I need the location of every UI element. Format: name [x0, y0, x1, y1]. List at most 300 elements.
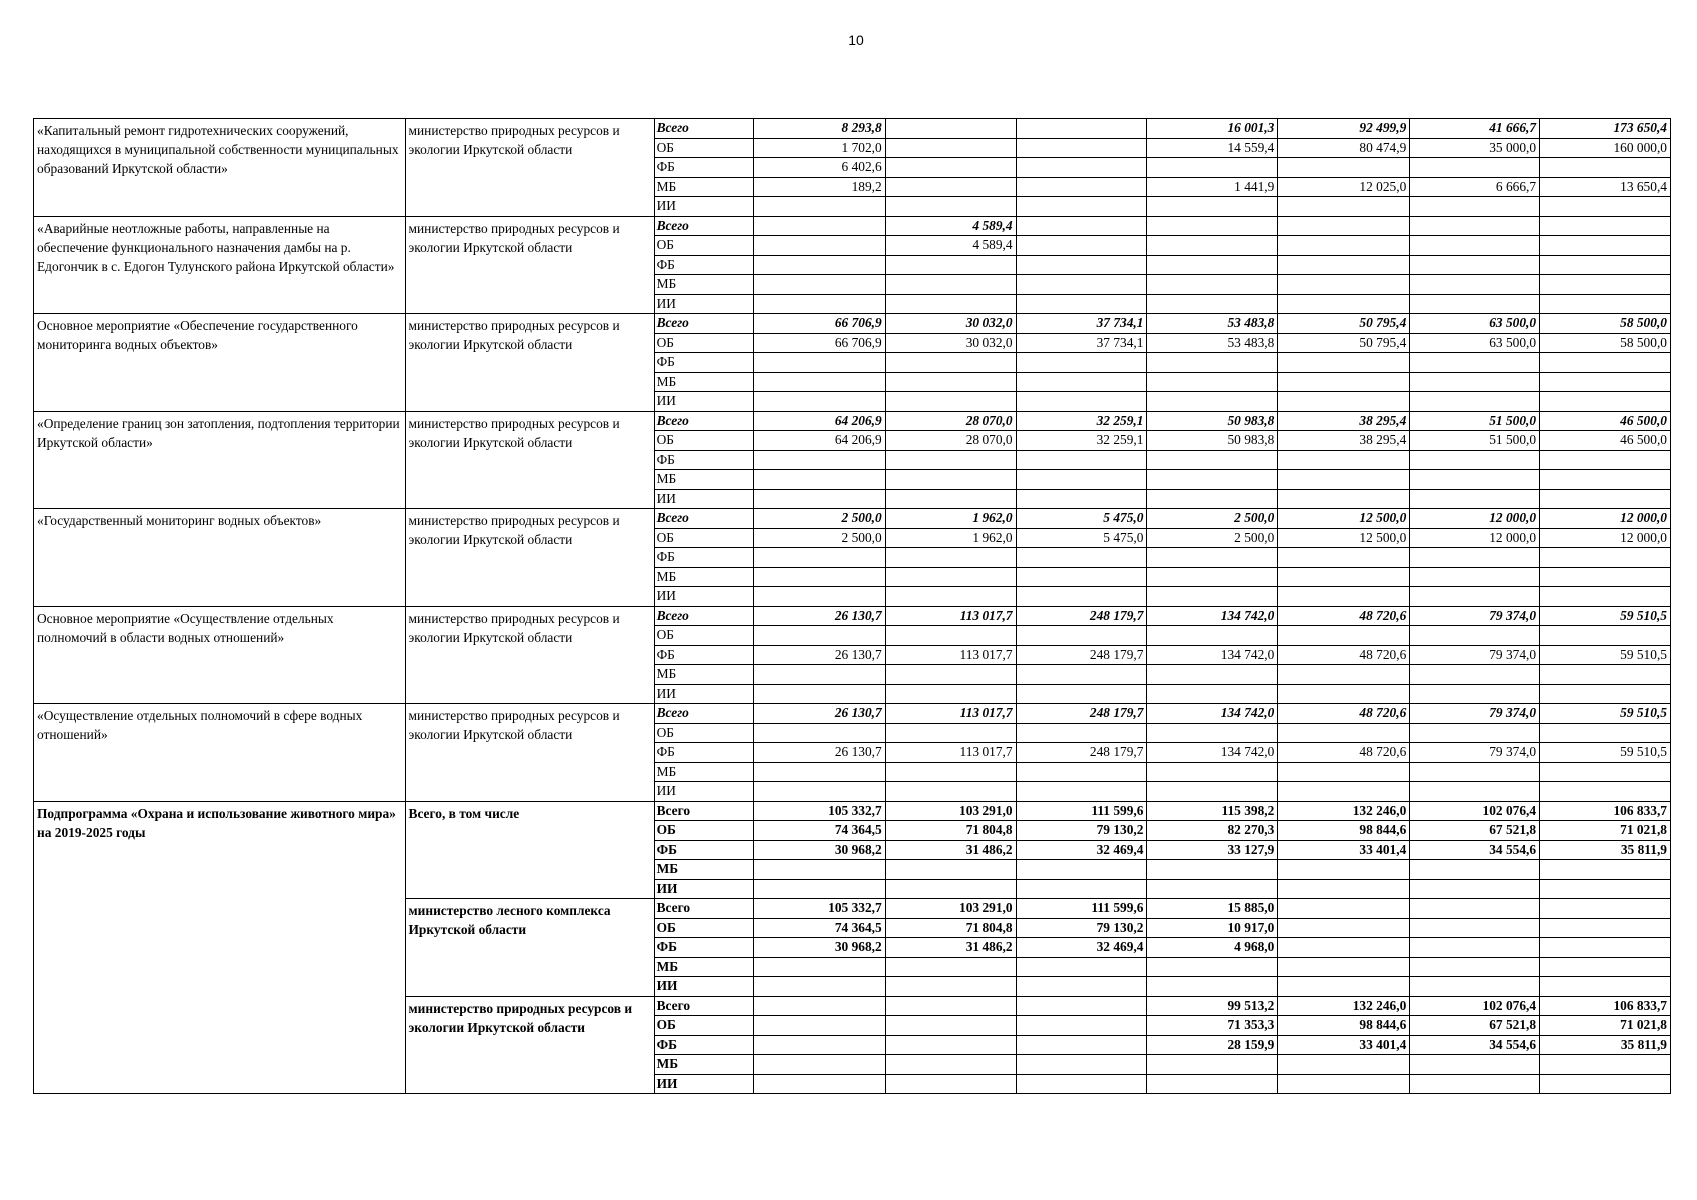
amount-cell	[885, 470, 1016, 490]
amount-cell	[885, 158, 1016, 178]
amount-cell	[1410, 1055, 1540, 1075]
executor-name: Всего, в том числе	[405, 801, 654, 899]
amount-cell: 132 246,0	[1278, 996, 1410, 1016]
amount-cell: 37 734,1	[1016, 333, 1147, 353]
amount-cell	[1410, 626, 1540, 646]
amount-cell	[753, 392, 885, 412]
amount-cell	[1540, 626, 1671, 646]
amount-cell	[1278, 275, 1410, 295]
amount-cell: 248 179,7	[1016, 743, 1147, 763]
amount-cell	[885, 255, 1016, 275]
amount-cell	[885, 762, 1016, 782]
amount-cell: 31 486,2	[885, 938, 1016, 958]
amount-cell	[885, 392, 1016, 412]
amount-cell: 51 500,0	[1410, 431, 1540, 451]
amount-cell	[1147, 294, 1278, 314]
amount-cell	[1016, 294, 1147, 314]
amount-cell	[1147, 1055, 1278, 1075]
amount-cell: 41 666,7	[1410, 119, 1540, 139]
amount-cell	[753, 372, 885, 392]
amount-cell	[1410, 548, 1540, 568]
amount-cell: 33 401,4	[1278, 840, 1410, 860]
activity-name: «Государственный мониторинг водных объектов»	[34, 509, 406, 607]
amount-cell: 6 402,6	[753, 158, 885, 178]
funding-source: ИИ	[654, 1074, 753, 1094]
amount-cell	[1410, 977, 1540, 997]
amount-cell: 99 513,2	[1147, 996, 1278, 1016]
amount-cell	[885, 275, 1016, 295]
amount-cell	[1016, 119, 1147, 139]
amount-cell	[1016, 684, 1147, 704]
funding-source: ИИ	[654, 977, 753, 997]
amount-cell	[885, 489, 1016, 509]
amount-cell	[1147, 255, 1278, 275]
amount-cell	[1016, 567, 1147, 587]
amount-cell	[753, 723, 885, 743]
funding-source: ИИ	[654, 879, 753, 899]
amount-cell	[1147, 197, 1278, 217]
amount-cell	[1540, 255, 1671, 275]
amount-cell	[1147, 216, 1278, 236]
amount-cell	[753, 626, 885, 646]
amount-cell: 32 259,1	[1016, 431, 1147, 451]
amount-cell: 4 968,0	[1147, 938, 1278, 958]
activity-name: «Аварийные неотложные работы, направленные на обеспечение функционального назначения дамбы на р. Едогончик в с. Едогон Тулунского района Иркутской области»	[34, 216, 406, 314]
amount-cell: 134 742,0	[1147, 743, 1278, 763]
funding-source: МБ	[654, 470, 753, 490]
amount-cell	[1016, 236, 1147, 256]
funding-source: Всего	[654, 801, 753, 821]
funding-source: ОБ	[654, 821, 753, 841]
funding-source: ОБ	[654, 626, 753, 646]
amount-cell: 53 483,8	[1147, 314, 1278, 334]
amount-cell	[753, 684, 885, 704]
executor-name: министерство лесного комплекса Иркутской области	[405, 899, 654, 997]
amount-cell	[1410, 879, 1540, 899]
amount-cell: 71 804,8	[885, 821, 1016, 841]
amount-cell: 26 130,7	[753, 743, 885, 763]
amount-cell: 26 130,7	[753, 606, 885, 626]
funding-source: ОБ	[654, 1016, 753, 1036]
amount-cell	[1016, 489, 1147, 509]
executor-name: министерство природных ресурсов и экологии Иркутской области	[405, 996, 654, 1094]
funding-source: ОБ	[654, 333, 753, 353]
amount-cell	[753, 762, 885, 782]
amount-cell	[1278, 1055, 1410, 1075]
amount-cell	[1410, 158, 1540, 178]
amount-cell: 71 353,3	[1147, 1016, 1278, 1036]
amount-cell	[1540, 918, 1671, 938]
amount-cell	[885, 372, 1016, 392]
amount-cell: 16 001,3	[1147, 119, 1278, 139]
amount-cell	[1540, 548, 1671, 568]
amount-cell	[1540, 1074, 1671, 1094]
amount-cell	[1278, 470, 1410, 490]
amount-cell: 79 374,0	[1410, 606, 1540, 626]
amount-cell	[753, 294, 885, 314]
amount-cell	[1147, 879, 1278, 899]
amount-cell: 74 364,5	[753, 918, 885, 938]
amount-cell	[1278, 957, 1410, 977]
amount-cell	[885, 197, 1016, 217]
amount-cell	[1540, 899, 1671, 919]
amount-cell: 106 833,7	[1540, 996, 1671, 1016]
amount-cell	[1147, 392, 1278, 412]
amount-cell	[1016, 879, 1147, 899]
funding-source: ФБ	[654, 743, 753, 763]
amount-cell	[753, 548, 885, 568]
amount-cell: 67 521,8	[1410, 1016, 1540, 1036]
executor-name: министерство природных ресурсов и экологии Иркутской области	[405, 411, 654, 509]
amount-cell: 4 589,4	[885, 236, 1016, 256]
executor-name: министерство природных ресурсов и экологии Иркутской области	[405, 704, 654, 802]
amount-cell: 59 510,5	[1540, 704, 1671, 724]
amount-cell: 74 364,5	[753, 821, 885, 841]
amount-cell	[1016, 158, 1147, 178]
amount-cell	[885, 119, 1016, 139]
amount-cell	[753, 255, 885, 275]
amount-cell: 32 259,1	[1016, 411, 1147, 431]
amount-cell	[885, 879, 1016, 899]
funding-source: ФБ	[654, 938, 753, 958]
amount-cell	[1016, 1074, 1147, 1094]
amount-cell	[1410, 275, 1540, 295]
amount-cell	[1016, 762, 1147, 782]
amount-cell: 79 130,2	[1016, 918, 1147, 938]
amount-cell: 38 295,4	[1278, 411, 1410, 431]
amount-cell: 134 742,0	[1147, 606, 1278, 626]
amount-cell	[1540, 489, 1671, 509]
amount-cell	[885, 177, 1016, 197]
amount-cell: 37 734,1	[1016, 314, 1147, 334]
amount-cell: 132 246,0	[1278, 801, 1410, 821]
amount-cell	[753, 236, 885, 256]
amount-cell	[885, 723, 1016, 743]
amount-cell: 51 500,0	[1410, 411, 1540, 431]
amount-cell	[1410, 1074, 1540, 1094]
amount-cell	[1540, 392, 1671, 412]
amount-cell	[1147, 626, 1278, 646]
amount-cell: 32 469,4	[1016, 938, 1147, 958]
amount-cell	[1016, 1055, 1147, 1075]
amount-cell: 58 500,0	[1540, 314, 1671, 334]
funding-source: Всего	[654, 411, 753, 431]
amount-cell	[1147, 782, 1278, 802]
amount-cell	[753, 1055, 885, 1075]
funding-source: МБ	[654, 567, 753, 587]
amount-cell	[753, 1035, 885, 1055]
amount-cell	[1540, 723, 1671, 743]
executor-name: министерство природных ресурсов и экологии Иркутской области	[405, 216, 654, 314]
amount-cell	[1147, 1074, 1278, 1094]
amount-cell	[1147, 957, 1278, 977]
amount-cell: 66 706,9	[753, 314, 885, 334]
amount-cell	[885, 548, 1016, 568]
funding-source: ФБ	[654, 353, 753, 373]
amount-cell: 46 500,0	[1540, 431, 1671, 451]
amount-cell	[1540, 684, 1671, 704]
amount-cell	[1278, 197, 1410, 217]
amount-cell	[1278, 548, 1410, 568]
amount-cell: 2 500,0	[753, 528, 885, 548]
amount-cell	[1410, 567, 1540, 587]
amount-cell: 113 017,7	[885, 743, 1016, 763]
amount-cell: 115 398,2	[1147, 801, 1278, 821]
amount-cell	[885, 138, 1016, 158]
amount-cell	[1147, 450, 1278, 470]
funding-source: ИИ	[654, 684, 753, 704]
amount-cell: 102 076,4	[1410, 801, 1540, 821]
amount-cell: 48 720,6	[1278, 606, 1410, 626]
amount-cell: 26 130,7	[753, 645, 885, 665]
amount-cell: 80 474,9	[1278, 138, 1410, 158]
amount-cell	[753, 860, 885, 880]
amount-cell	[1016, 977, 1147, 997]
amount-cell	[1410, 762, 1540, 782]
table-row	[34, 119, 1671, 139]
amount-cell	[1278, 665, 1410, 685]
amount-cell	[1147, 548, 1278, 568]
amount-cell: 34 554,6	[1410, 840, 1540, 860]
amount-cell	[1278, 918, 1410, 938]
amount-cell	[885, 294, 1016, 314]
amount-cell	[1016, 996, 1147, 1016]
funding-source: ФБ	[654, 645, 753, 665]
amount-cell	[1016, 353, 1147, 373]
funding-source: Всего	[654, 996, 753, 1016]
amount-cell	[1278, 450, 1410, 470]
amount-cell	[1278, 294, 1410, 314]
amount-cell	[1147, 723, 1278, 743]
amount-cell	[1278, 372, 1410, 392]
amount-cell	[1278, 977, 1410, 997]
amount-cell: 59 510,5	[1540, 606, 1671, 626]
amount-cell	[1278, 567, 1410, 587]
amount-cell	[1410, 684, 1540, 704]
amount-cell	[753, 450, 885, 470]
amount-cell: 71 021,8	[1540, 1016, 1671, 1036]
amount-cell: 111 599,6	[1016, 801, 1147, 821]
amount-cell: 134 742,0	[1147, 704, 1278, 724]
amount-cell	[1540, 665, 1671, 685]
amount-cell	[1410, 782, 1540, 802]
funding-source: ФБ	[654, 548, 753, 568]
amount-cell: 82 270,3	[1147, 821, 1278, 841]
amount-cell	[885, 626, 1016, 646]
amount-cell	[1410, 470, 1540, 490]
amount-cell: 12 500,0	[1278, 509, 1410, 529]
amount-cell: 64 206,9	[753, 411, 885, 431]
amount-cell	[1147, 489, 1278, 509]
amount-cell: 14 559,4	[1147, 138, 1278, 158]
amount-cell	[1147, 977, 1278, 997]
funding-source: ФБ	[654, 450, 753, 470]
amount-cell: 103 291,0	[885, 801, 1016, 821]
amount-cell: 33 401,4	[1278, 1035, 1410, 1055]
amount-cell	[753, 216, 885, 236]
amount-cell	[1147, 236, 1278, 256]
amount-cell	[1410, 899, 1540, 919]
amount-cell: 105 332,7	[753, 899, 885, 919]
amount-cell	[1147, 684, 1278, 704]
funding-source: ФБ	[654, 840, 753, 860]
amount-cell: 98 844,6	[1278, 821, 1410, 841]
funding-source: Всего	[654, 314, 753, 334]
amount-cell	[1540, 158, 1671, 178]
funding-source: МБ	[654, 665, 753, 685]
funding-source: ФБ	[654, 158, 753, 178]
amount-cell	[1540, 977, 1671, 997]
activity-name: Подпрограмма «Охрана и использование животного мира» на 2019-2025 годы	[34, 801, 406, 1094]
amount-cell	[1540, 197, 1671, 217]
funding-source: ОБ	[654, 528, 753, 548]
amount-cell: 30 968,2	[753, 938, 885, 958]
amount-cell	[885, 587, 1016, 607]
amount-cell: 12 025,0	[1278, 177, 1410, 197]
amount-cell	[1016, 1035, 1147, 1055]
amount-cell	[753, 567, 885, 587]
amount-cell	[885, 996, 1016, 1016]
funding-source: ИИ	[654, 489, 753, 509]
amount-cell: 6 666,7	[1410, 177, 1540, 197]
funding-source: Всего	[654, 606, 753, 626]
amount-cell	[1540, 236, 1671, 256]
amount-cell	[1016, 587, 1147, 607]
budget-table	[33, 118, 1671, 1094]
amount-cell	[1540, 470, 1671, 490]
amount-cell: 79 374,0	[1410, 645, 1540, 665]
page-number: 10	[848, 32, 864, 48]
executor-name: министерство природных ресурсов и экологии Иркутской области	[405, 314, 654, 412]
amount-cell	[1410, 587, 1540, 607]
amount-cell	[1016, 723, 1147, 743]
amount-cell	[1540, 1055, 1671, 1075]
amount-cell: 66 706,9	[753, 333, 885, 353]
activity-name: Основное мероприятие «Осуществление отдельных полномочий в области водных отношений»	[34, 606, 406, 704]
funding-source: ИИ	[654, 197, 753, 217]
amount-cell	[885, 1035, 1016, 1055]
amount-cell	[1540, 216, 1671, 236]
amount-cell: 2 500,0	[753, 509, 885, 529]
amount-cell	[1540, 275, 1671, 295]
amount-cell: 113 017,7	[885, 704, 1016, 724]
amount-cell: 92 499,9	[1278, 119, 1410, 139]
funding-source: ОБ	[654, 431, 753, 451]
amount-cell	[1016, 782, 1147, 802]
amount-cell	[1410, 665, 1540, 685]
funding-source: ОБ	[654, 236, 753, 256]
amount-cell	[753, 1074, 885, 1094]
amount-cell	[885, 860, 1016, 880]
amount-cell: 160 000,0	[1540, 138, 1671, 158]
amount-cell: 28 159,9	[1147, 1035, 1278, 1055]
amount-cell: 34 554,6	[1410, 1035, 1540, 1055]
amount-cell	[1278, 723, 1410, 743]
amount-cell: 63 500,0	[1410, 314, 1540, 334]
activity-name: «Определение границ зон затопления, подтопления территории Иркутской области»	[34, 411, 406, 509]
amount-cell	[753, 275, 885, 295]
funding-source: ИИ	[654, 294, 753, 314]
amount-cell	[753, 977, 885, 997]
amount-cell	[885, 353, 1016, 373]
amount-cell: 79 374,0	[1410, 743, 1540, 763]
amount-cell	[1540, 372, 1671, 392]
amount-cell	[753, 353, 885, 373]
amount-cell	[1016, 255, 1147, 275]
executor-name: министерство природных ресурсов и экологии Иркутской области	[405, 509, 654, 607]
amount-cell	[1410, 294, 1540, 314]
amount-cell	[1540, 957, 1671, 977]
amount-cell: 30 032,0	[885, 314, 1016, 334]
amount-cell: 35 811,9	[1540, 840, 1671, 860]
funding-source: МБ	[654, 177, 753, 197]
funding-source: Всего	[654, 899, 753, 919]
amount-cell	[885, 1055, 1016, 1075]
funding-source: ФБ	[654, 1035, 753, 1055]
amount-cell: 79 130,2	[1016, 821, 1147, 841]
amount-cell: 12 000,0	[1540, 528, 1671, 548]
amount-cell: 26 130,7	[753, 704, 885, 724]
table-row	[34, 801, 1671, 821]
amount-cell	[1278, 860, 1410, 880]
amount-cell: 105 332,7	[753, 801, 885, 821]
amount-cell	[885, 957, 1016, 977]
amount-cell	[885, 684, 1016, 704]
executor-name: министерство природных ресурсов и экологии Иркутской области	[405, 606, 654, 704]
amount-cell: 8 293,8	[753, 119, 885, 139]
amount-cell: 64 206,9	[753, 431, 885, 451]
amount-cell: 1 702,0	[753, 138, 885, 158]
amount-cell	[1016, 275, 1147, 295]
amount-cell	[1410, 216, 1540, 236]
amount-cell	[1147, 587, 1278, 607]
amount-cell: 2 500,0	[1147, 509, 1278, 529]
table-row	[34, 216, 1671, 236]
amount-cell	[753, 957, 885, 977]
amount-cell: 50 795,4	[1278, 314, 1410, 334]
amount-cell	[1278, 879, 1410, 899]
amount-cell	[1278, 236, 1410, 256]
amount-cell: 173 650,4	[1540, 119, 1671, 139]
amount-cell	[1278, 1074, 1410, 1094]
amount-cell: 12 500,0	[1278, 528, 1410, 548]
amount-cell: 106 833,7	[1540, 801, 1671, 821]
amount-cell	[1410, 392, 1540, 412]
amount-cell	[1016, 392, 1147, 412]
amount-cell: 28 070,0	[885, 411, 1016, 431]
funding-source: ФБ	[654, 255, 753, 275]
amount-cell	[1016, 372, 1147, 392]
amount-cell: 71 804,8	[885, 918, 1016, 938]
funding-source: Всего	[654, 509, 753, 529]
amount-cell: 12 000,0	[1410, 509, 1540, 529]
amount-cell	[1147, 567, 1278, 587]
amount-cell: 63 500,0	[1410, 333, 1540, 353]
amount-cell: 248 179,7	[1016, 606, 1147, 626]
funding-source: МБ	[654, 762, 753, 782]
amount-cell	[1410, 723, 1540, 743]
amount-cell	[753, 470, 885, 490]
amount-cell	[1016, 548, 1147, 568]
funding-source: МБ	[654, 860, 753, 880]
amount-cell	[1147, 470, 1278, 490]
amount-cell: 1 962,0	[885, 528, 1016, 548]
amount-cell: 1 962,0	[885, 509, 1016, 529]
amount-cell	[1410, 489, 1540, 509]
amount-cell: 15 885,0	[1147, 899, 1278, 919]
amount-cell	[1147, 665, 1278, 685]
amount-cell	[1016, 860, 1147, 880]
